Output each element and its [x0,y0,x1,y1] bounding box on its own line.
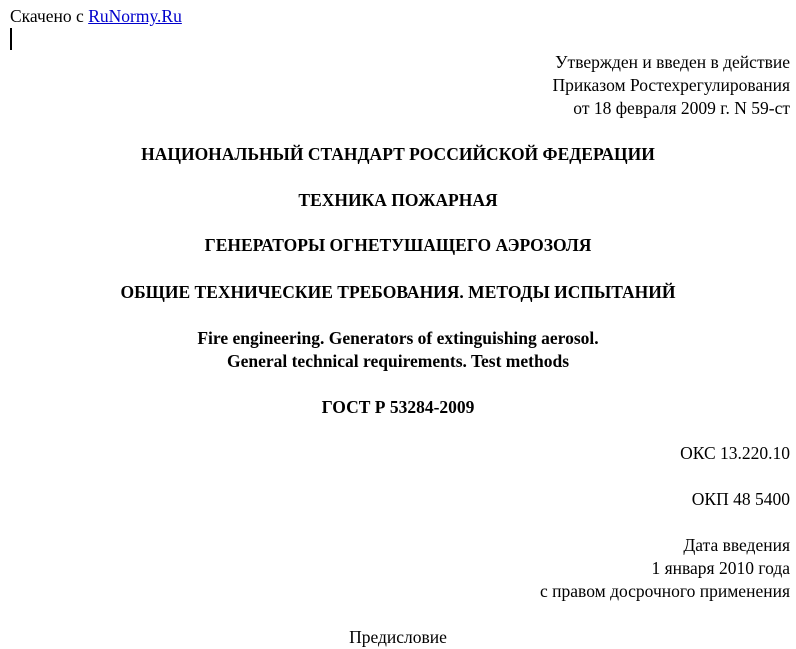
english-title-line-1: Fire engineering. Generators of extinguishing aerosol. [197,328,599,348]
title-technique: ТЕХНИКА ПОЖАРНАЯ [298,190,498,210]
title-requirements: ОБЩИЕ ТЕХНИЧЕСКИЕ ТРЕБОВАНИЯ. МЕТОДЫ ИСПЫТАНИЙ [120,282,676,302]
text-cursor [10,28,12,50]
oks-code: ОКС 13.220.10 [680,443,790,463]
downloaded-from-line [10,5,182,28]
title-generators: ГЕНЕРАТОРЫ ОГНЕТУШАЩЕГО АЭРОЗОЛЯ [204,235,592,255]
intro-date-note: с правом досрочного применения [540,581,790,601]
okp-code: ОКП 48 5400 [691,489,790,509]
approval-line-3: от 18 февраля 2009 г. N 59-ст [573,98,790,118]
english-title-line-2: General technical requirements. Test methods [226,351,570,371]
gost-number: ГОСТ Р 53284-2009 [321,397,475,417]
intro-date-label: Дата введения [683,535,790,555]
foreword-heading: Предисловие [349,627,447,647]
title-national-standard: НАЦИОНАЛЬНЫЙ СТАНДАРТ РОССИЙСКОЙ ФЕДЕРАЦИИ [141,144,655,164]
intro-date-value: 1 января 2010 года [651,558,790,578]
approval-line-2: Приказом Ростехрегулирования [552,75,790,95]
runormy-link[interactable]: RuNormy.Ru [88,6,182,26]
approval-line-1: Утвержден и введен в действие [555,52,790,72]
downloaded-prefix: Скачено с [10,6,84,26]
